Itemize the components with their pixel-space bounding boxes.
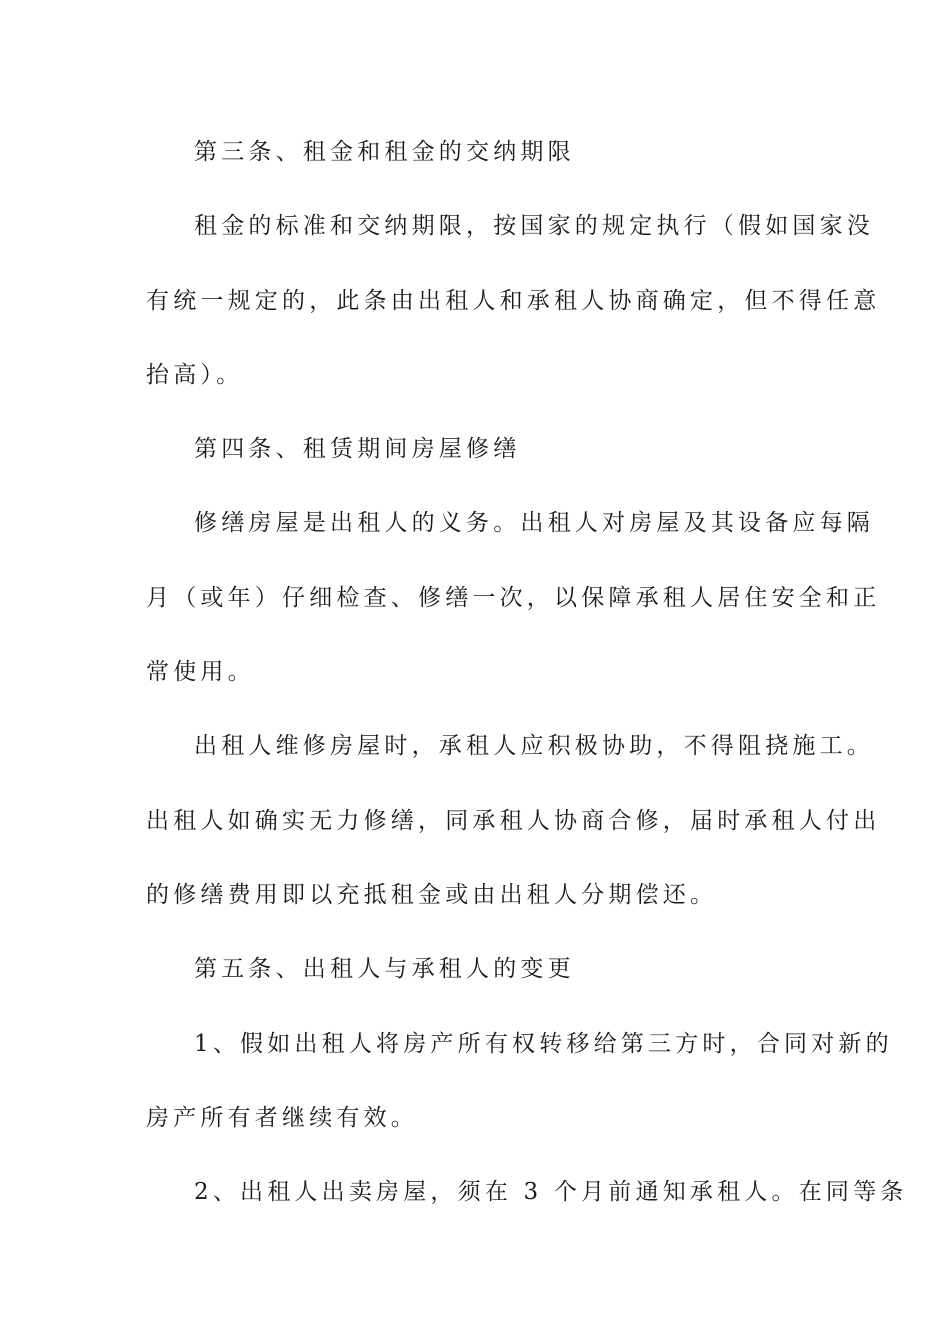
paragraph-line: 出租人维修房屋时，承租人应积极协助，不得阻挠施工。: [194, 733, 874, 760]
paragraph-line: 修缮房屋是出租人的义务。出租人对房屋及其设备应每隔: [194, 510, 874, 537]
clause-2-line: 2、出租人出卖房屋，须在 3 个月前通知承租人。在同等条: [194, 1179, 908, 1206]
article-4-heading: 第四条、租赁期间房屋修缮: [194, 436, 521, 463]
paragraph-line: 抬高）。: [146, 361, 244, 388]
paragraph-line: 月（或年）仔细检查、修缮一次，以保障承租人居住安全和正: [146, 584, 881, 611]
article-3-heading: 第三条、租金和租金的交纳期限: [194, 139, 575, 165]
paragraph-line: 有统一规定的，此条由出租人和承租人协商确定，但不得任意: [146, 287, 881, 314]
clause-1-line: 1、假如出租人将房产所有权转移给第三方时，合同对新的: [194, 1030, 893, 1057]
article-5-heading: 第五条、出租人与承租人的变更: [194, 956, 575, 983]
paragraph-line: 租金的标准和交纳期限，按国家的规定执行（假如国家没: [194, 213, 874, 240]
paragraph-line: 常使用。: [146, 659, 255, 686]
paragraph-line: 出租人如确实无力修缮，同承租人协商合修，届时承租人付出: [146, 807, 881, 834]
paragraph-line: 的修缮费用即以充抵租金或由出租人分期偿还。: [146, 881, 718, 908]
clause-1-line: 房产所有者继续有效。: [146, 1104, 418, 1131]
document-page: [146, 128, 908, 1242]
